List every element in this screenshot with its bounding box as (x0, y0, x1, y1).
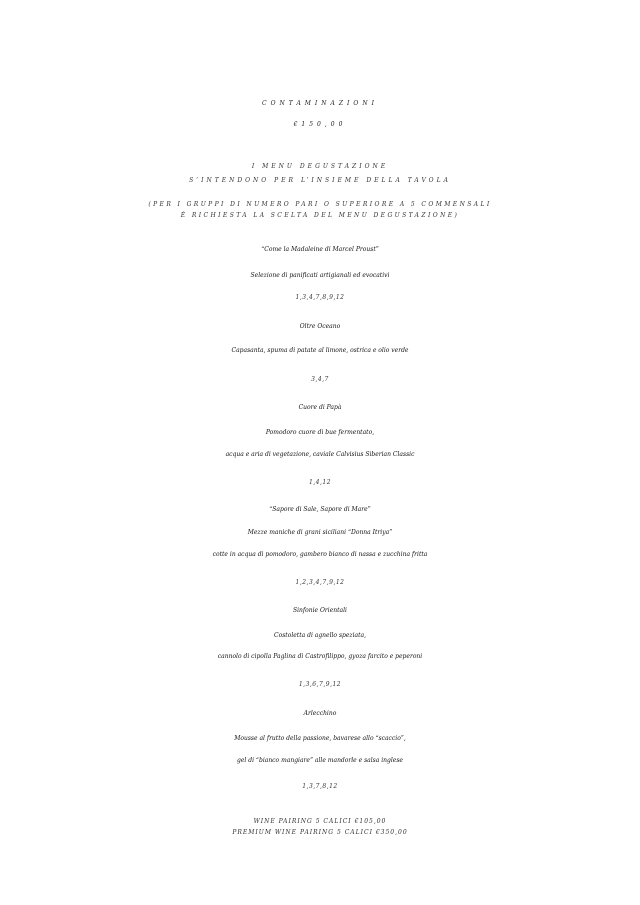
course-description: Capasanta, spuma di patate al limone, ostrica e olio verde (231, 347, 409, 354)
premium-wine-pairing: PREMIUM WINE PAIRING 5 CALICI €350,00 (232, 829, 408, 836)
course-description: Costoletta di agnello speziata, (274, 632, 366, 639)
group-note-line-1: (PER I GRUPPI DI NUMERO PARI O SUPERIORE A 5 COMMENSALI (148, 201, 492, 208)
wine-pairing: WINE PAIRING 5 CALICI €105,00 (253, 818, 387, 825)
course-description: gel di “bianco mangiare” alle mandorle e salsa inglese (237, 757, 403, 764)
course-description: cannolo di cipolla Paglina di Castrofilippo, gyoza farcito e peperoni (217, 653, 423, 660)
subtitle-line-2: S’INTENDONO PER L’INSIEME DELLA TAVOLA (189, 177, 451, 184)
course-allergens: 3,4,7 (311, 376, 329, 383)
course-name: Sinfonie Orientali (293, 607, 347, 614)
course-description: Mousse al frutto della passione, bavarese allo “scaccio”, (234, 735, 406, 742)
menu-price: €150,00 (293, 121, 347, 128)
course-name: Arlecchino (303, 710, 337, 717)
course-description: Mezze maniche di grani siciliani “Donna Itriya” (247, 529, 393, 536)
course-description: Selezione di panificati artigianali ed evocativi (250, 272, 390, 279)
course-allergens: 1,4,12 (308, 479, 332, 486)
course-name: Cuore di Papà (298, 404, 342, 411)
course-allergens: 1,2,3,4,7,9,12 (295, 579, 345, 586)
course-description: acqua e aria di vegetazione, caviale Calvisius Siberian Classic (225, 451, 415, 458)
menu-title: CONTAMINAZIONI (262, 100, 378, 107)
course-name: Oltre Oceano (299, 323, 341, 330)
course-name: “Sapore di Sale, Sapore di Mare” (269, 506, 371, 513)
subtitle-line-1: I MENU DEGUSTAZIONE (251, 163, 389, 170)
course-description: Pomodoro cuore di bue fermentato, (265, 429, 375, 436)
course-allergens: 1,3,4,7,8,9,12 (295, 294, 345, 301)
group-note-line-2: È RICHIESTA LA SCELTA DEL MENU DEGUSTAZIONE) (180, 212, 460, 219)
course-name: “Come la Madaleine di Marcel Proust” (261, 246, 379, 253)
course-allergens: 1,3,6,7,9,12 (298, 681, 342, 688)
course-description: cotte in acqua di pomodoro, gambero bianco di nassa e zucchina fritta (212, 551, 428, 558)
course-allergens: 1,3,7,8,12 (302, 783, 338, 790)
